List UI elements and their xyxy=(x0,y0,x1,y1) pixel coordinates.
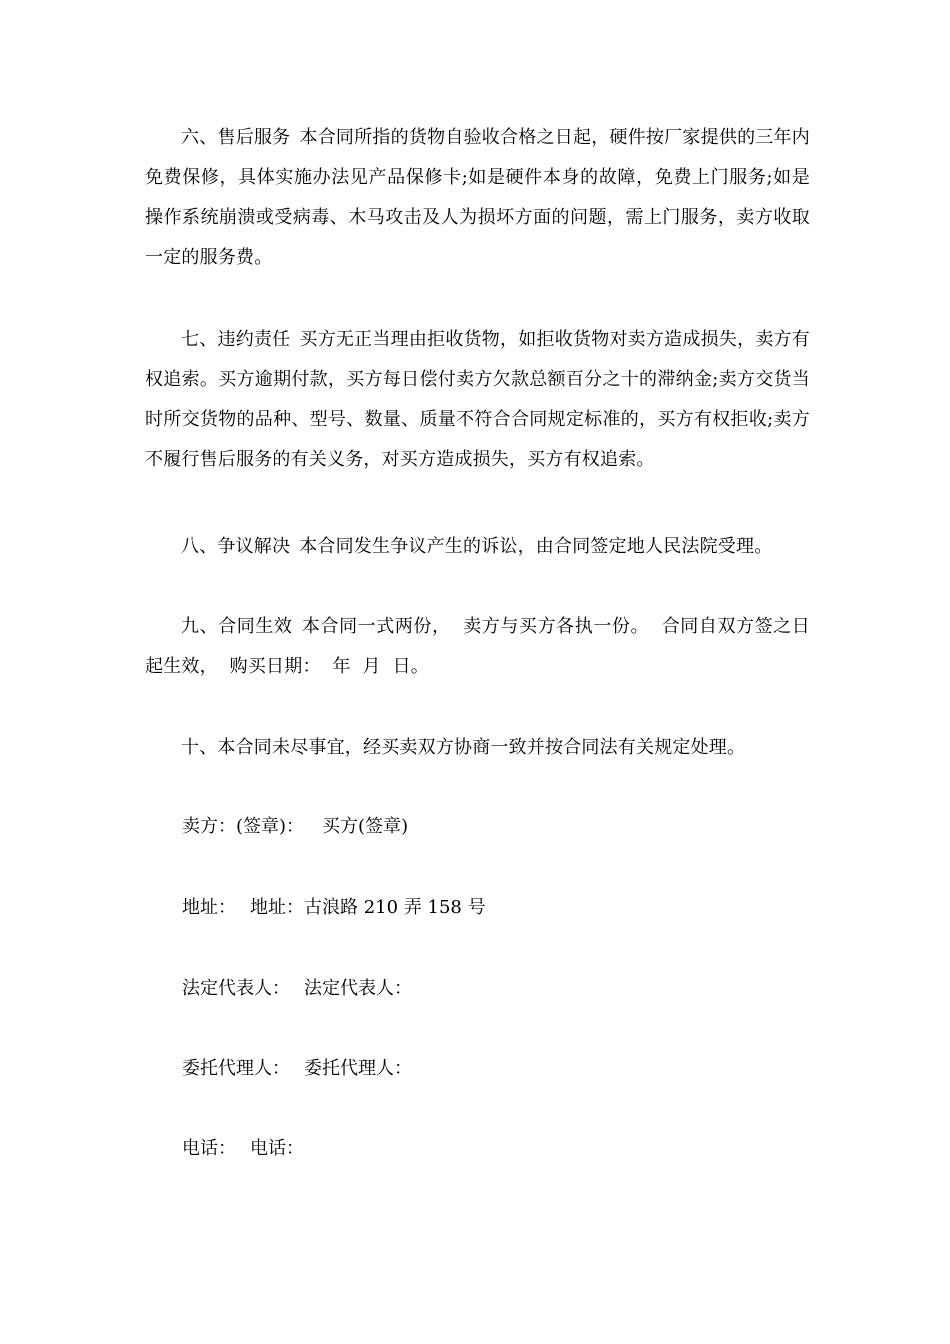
buyer-address-label: 地址：古浪路 210 弄 158 号 xyxy=(250,897,486,918)
buyer-agent-label: 委托代理人： xyxy=(304,1058,412,1079)
clause-effective xyxy=(145,607,810,687)
buyer-rep-label: 法定代表人： xyxy=(304,978,412,999)
seller-phone-label: 电话： xyxy=(182,1138,236,1159)
seller-rep-label: 法定代表人： xyxy=(182,978,290,999)
signature-phone-line xyxy=(182,1135,304,1163)
clause-after-sales xyxy=(145,118,810,278)
signature-representative-line xyxy=(182,975,412,1003)
clause-body: 本合同发生争议产生的诉讼，由合同签定地人民法院受理。 xyxy=(299,536,773,557)
clause-body: 买方无正当理由拒收货物，如拒收货物对卖方造成损失，卖方有权追索。买方逾期付款，买方每日偿付卖方欠款总额百分之十的滞纳金;卖方交货当时所交货物的品种、型号、数量、质量不符合合同规定标准的，买方有权拒收;卖方不履行售后服务的有关义务，对买方造成损失，买方有权追索。 xyxy=(145,329,810,470)
clause-heading: 九、合同生效 xyxy=(181,616,293,637)
buyer-phone-label: 电话： xyxy=(250,1138,304,1159)
clause-body: 本合同一式两份， 卖方与买方各执一份。 合同自双方签之日起生效， 购买日期： 年 月 日。 xyxy=(145,616,811,677)
clause-misc xyxy=(145,728,810,768)
signature-seal-line xyxy=(182,813,408,841)
seller-address-label: 地址： xyxy=(182,897,236,918)
signature-address-line xyxy=(182,894,486,922)
clause-liability xyxy=(145,320,810,480)
clause-heading: 七、违约责任 xyxy=(181,329,291,350)
clause-body: 十、本合同未尽事宜，经买卖双方协商一致并按合同法有关规定处理。 xyxy=(181,737,746,758)
clause-heading: 六、售后服务 xyxy=(181,127,291,148)
clause-body: 本合同所指的货物自验收合格之日起，硬件按厂家提供的三年内免费保修，具体实施办法见产品保修卡;如是硬件本身的故障，免费上门服务;如是操作系统崩溃或受病毒、木马攻击及人为损坏方面的问题，需上门服务，卖方收取一定的服务费。 xyxy=(145,127,810,268)
clause-heading: 八、争议解决 xyxy=(181,536,291,557)
seller-agent-label: 委托代理人： xyxy=(182,1058,290,1079)
buyer-seal-label: 买方(签章) xyxy=(322,816,409,837)
seller-seal-label: 卖方：(签章)： xyxy=(182,816,305,837)
signature-agent-line xyxy=(182,1055,412,1083)
clause-dispute xyxy=(145,527,810,567)
